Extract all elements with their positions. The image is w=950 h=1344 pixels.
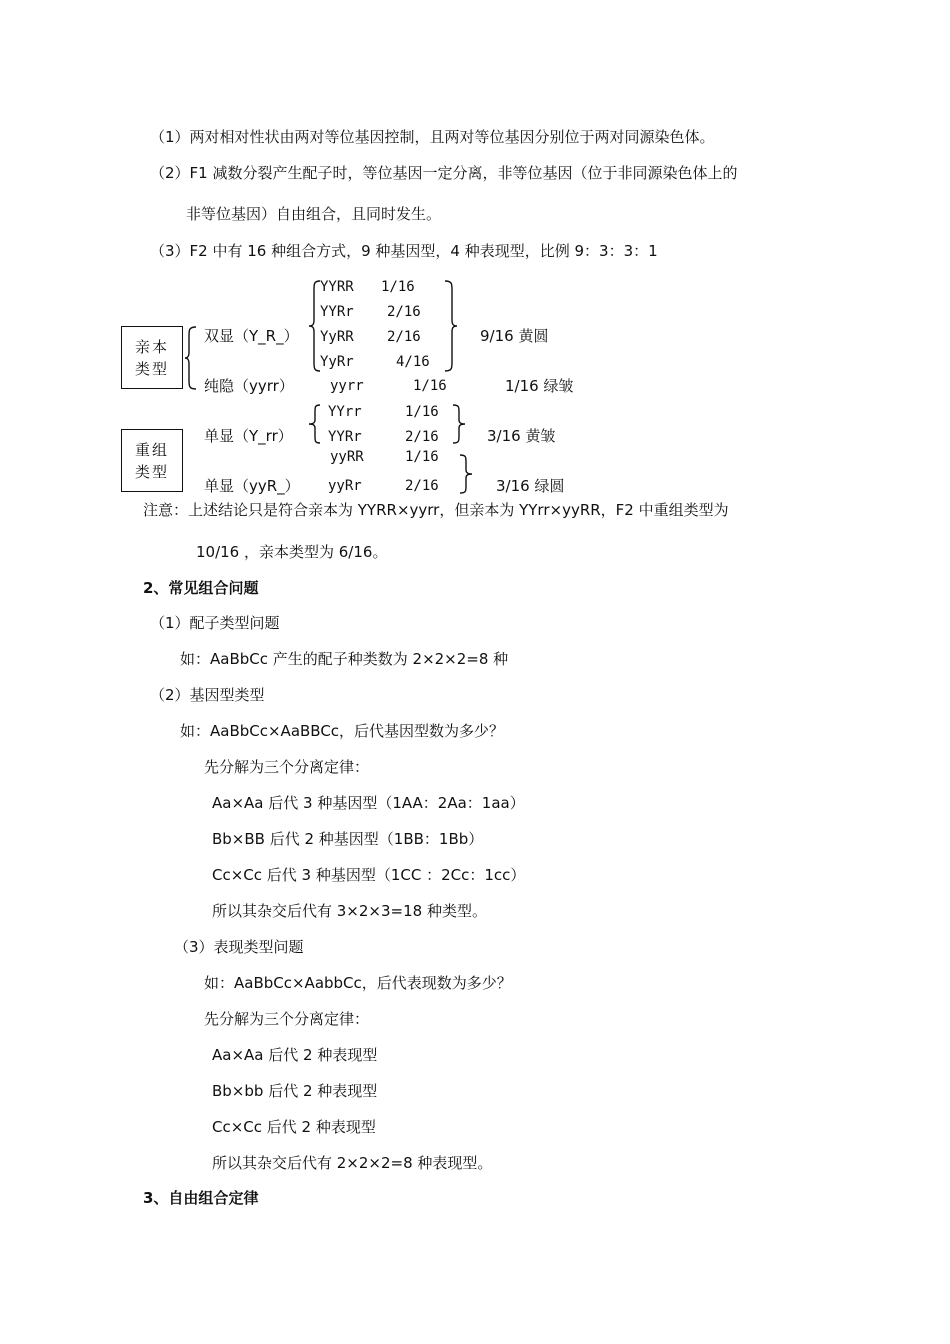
paragraph-2-line2: 非等位基因）自由组合，且同时发生。 <box>186 205 442 223</box>
genotype-yyrr-4: YyRr <box>320 354 354 370</box>
single-dominant-r-label: 单显（yyR_） <box>204 477 300 495</box>
single-y-right-brace <box>451 404 467 444</box>
genotype-value: yyRr <box>328 478 362 494</box>
question-3-title: （3）表现类型问题 <box>174 938 304 956</box>
section-3-heading: 3、自由组合定律 <box>143 1189 259 1207</box>
paragraph-1: （1）两对相对性状由两对等位基因控制，且两对等位基因分别位于两对同源染色体。 <box>150 128 715 146</box>
ratio-value: 1/16 <box>405 404 439 420</box>
question-3-line: Bb×bb 后代 2 种表现型 <box>212 1082 378 1100</box>
genotype-value: yyrr <box>330 378 364 394</box>
phenotype-result: 3/16 绿圆 <box>496 477 565 495</box>
ratio-value: 1/16 <box>405 449 439 465</box>
parental-type-box <box>121 326 183 389</box>
question-2-line: Cc×Cc 后代 3 种基因型（1CC ：2Cc：1cc） <box>212 866 526 884</box>
section-2-heading: 2、常见组合问题 <box>143 579 259 597</box>
recombinant-type-box <box>121 429 183 492</box>
genotype-yyrr-2: YYRr <box>320 304 354 320</box>
double-recessive-label: 纯隐（yyrr） <box>204 377 294 395</box>
question-2-step: 先分解为三个分离定律： <box>204 758 370 776</box>
single-y-left-brace <box>308 404 322 444</box>
ratio-value: 1/16 <box>413 378 447 394</box>
ratio-value: 1/16 <box>381 279 415 295</box>
genotype-right-brace <box>443 280 459 372</box>
genotype-yyrr-1: YYRR <box>320 279 354 295</box>
ratio-value: 2/16 <box>387 304 421 320</box>
double-dominant-label: 双显（Y_R_） <box>204 327 299 345</box>
genotype-yyrr-3: YyRR <box>320 329 354 345</box>
paragraph-2-line1: （2）F1 减数分裂产生配子时，等位基因一定分离，非等位基因（位于非同源染色体上的 <box>150 164 738 182</box>
question-2-conclusion: 所以其杂交后代有 3×2×3=18 种类型。 <box>212 902 487 920</box>
phenotype-result: 3/16 黄皱 <box>487 427 556 445</box>
question-3-conclusion: 所以其杂交后代有 2×2×2=8 种表现型。 <box>212 1154 493 1172</box>
box-label-line: 重组 <box>134 440 169 459</box>
question-3-line: Cc×Cc 后代 2 种表现型 <box>212 1118 376 1136</box>
single-dominant-y-label: 单显（Y_rr） <box>204 427 293 445</box>
question-2-title: （2）基因型类型 <box>150 686 265 704</box>
box-label-line: 类型 <box>134 462 169 481</box>
ratio-value: 2/16 <box>405 429 439 445</box>
ratio-value: 2/16 <box>387 329 421 345</box>
question-2-line: Aa×Aa 后代 3 种基因型（1AA：2Aa：1aa） <box>212 794 525 812</box>
genotype-value: yyRR <box>330 449 364 465</box>
ratio-value: 4/16 <box>396 354 430 370</box>
question-2-line: Bb×BB 后代 2 种基因型（1BB：1Bb） <box>212 830 484 848</box>
question-1-example: 如：AaBbCc 产生的配子种类数为 2×2×2=8 种 <box>180 650 509 668</box>
genotype-value: YYrr <box>328 404 362 420</box>
box-label-line: 类型 <box>134 359 169 378</box>
box-label-line: 亲本 <box>134 337 169 356</box>
note-line2: 10/16 ，亲本类型为 6/16。 <box>196 543 388 561</box>
question-3-step: 先分解为三个分离定律： <box>204 1010 370 1028</box>
question-3-example: 如：AaBbCc×AabbCc，后代表现数为多少？ <box>204 974 512 992</box>
phenotype-result: 1/16 绿皱 <box>505 377 574 395</box>
question-2-example: 如：AaBbCc×AaBBCc，后代基因型数为多少？ <box>180 722 505 740</box>
question-1-title: （1）配子类型问题 <box>150 614 280 632</box>
note-line1: 注意：上述结论只是符合亲本为 YYRR×yyrr，但亲本为 YYrr×yyRR，F2 中重组类型为 <box>143 501 729 519</box>
question-3-line: Aa×Aa 后代 2 种表现型 <box>212 1046 378 1064</box>
genotype-value: YYRr <box>328 429 362 445</box>
ratio-value: 2/16 <box>405 478 439 494</box>
paragraph-3: （3）F2 中有 16 种组合方式，9 种基因型，4 种表现型，比例 9：3：3：1 <box>150 242 658 260</box>
parental-left-brace <box>184 326 198 390</box>
single-r-right-brace <box>458 454 474 494</box>
phenotype-result: 9/16 黄圆 <box>480 327 549 345</box>
